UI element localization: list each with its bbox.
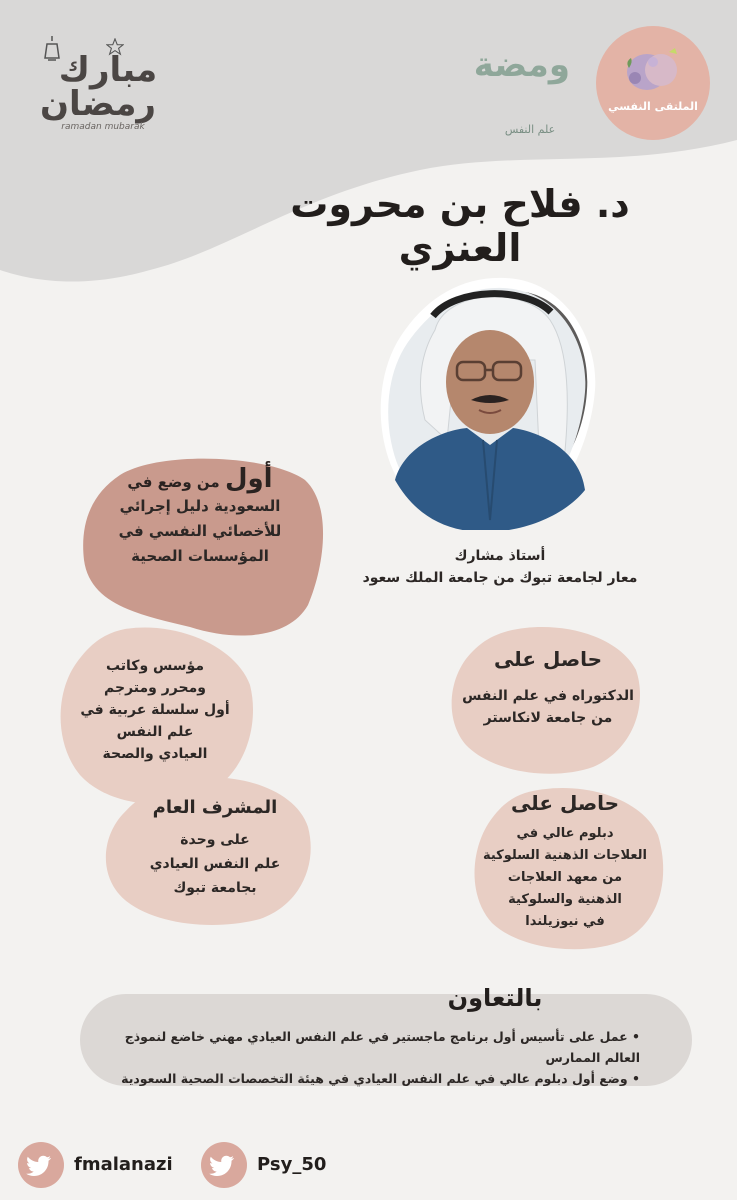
twitter-handle-left[interactable]: fmalanazi [74,1154,173,1175]
twitter-bird-icon [18,1142,64,1188]
ramadan-logo-word-1: مبارك [58,50,158,90]
doctor-name: د. فلاح بن محروت العنزي [290,182,630,270]
multaqa-logo [596,26,710,140]
collaboration-title: بالتعاون [447,984,543,1012]
card-first-line-2: السعودية دليل إجرائي [119,497,281,515]
collaboration-item-1: • عمل على تأسيس أول برنامج ماجستير في علم النفس العيادي مهني خاضع لنموذج العالم الممارس [100,1026,640,1068]
doctor-photo [375,270,600,530]
collaboration-band [80,994,692,1086]
collaboration-item-2: • وضع أول دبلوم عالي في علم النفس العيادي في هيئة التخصصات الصحية السعودية [100,1068,640,1089]
card-supervisor-line-2: علم النفس العيادي [149,856,281,872]
card-founder-line-5: العيادي والصحة [102,746,208,762]
brain-flower-icon [623,48,683,94]
ramadan-logo-latin: ramadan mubarak [61,122,145,132]
card-phd-line-1: الدكتوراه في علم النفس [462,688,634,704]
doctor-title-line-1: أستاذ مشارك [454,548,546,564]
wamda-logo-subtitle: علم النفس [504,123,556,136]
multaqa-logo-text: الملتقى النفسي [608,100,698,113]
card-diploma-line-5: في نيوزيلندا [525,914,605,929]
card-supervisor-line-1: على وحدة [180,832,250,848]
twitter-bird-icon [201,1142,247,1188]
card-diploma-line-1: دبلوم عالي في [516,826,614,841]
ramadan-logo-word-2: رمضان [40,84,156,124]
twitter-icon-left[interactable] [18,1142,64,1188]
card-first-line-1: من وضع في [127,473,220,491]
card-first-lead: أول [224,464,273,494]
card-diploma-line-4: الذهنية والسلوكية [508,892,622,907]
footer [0,1130,737,1200]
card-first-manual [80,455,330,640]
card-founder-line-4: علم النفس [116,724,194,740]
card-supervisor-line-3: بجامعة تبوك [173,880,257,896]
doctor-title [360,545,640,589]
card-first-line-4: المؤسسات الصحية [131,547,269,565]
card-supervisor-heading: المشرف العام [152,797,278,818]
ramadan-mubarak-logo [18,30,168,140]
card-phd-line-2: من جامعة لانكاستر [483,710,613,726]
twitter-handle-right[interactable]: Psy_50 [257,1154,327,1175]
card-diploma-heading: حاصل على [510,791,620,815]
collaboration-list [100,1026,640,1089]
doctor-title-line-2: معار لجامعة تبوك من جامعة الملك سعود [362,570,638,586]
card-diploma [470,785,665,950]
card-diploma-line-2: العلاجات الذهنية السلوكية [482,848,648,863]
wamda-logo-word: ومضة [473,45,570,85]
wamda-logo [473,35,570,145]
card-founder-line-3: أول سلسلة عربية في [80,702,230,718]
card-phd-heading: حاصل على [493,647,603,671]
card-founder-line-2: ومحرر ومترجم [104,680,206,696]
card-founder-line-1: مؤسس وكاتب [105,658,205,674]
card-supervisor [100,775,315,925]
card-first-line-3: للأخصائي النفسي في [118,522,282,540]
twitter-icon-right[interactable] [201,1142,247,1188]
card-diploma-line-3: من معهد العلاجات [507,870,623,885]
card-phd [448,625,643,775]
